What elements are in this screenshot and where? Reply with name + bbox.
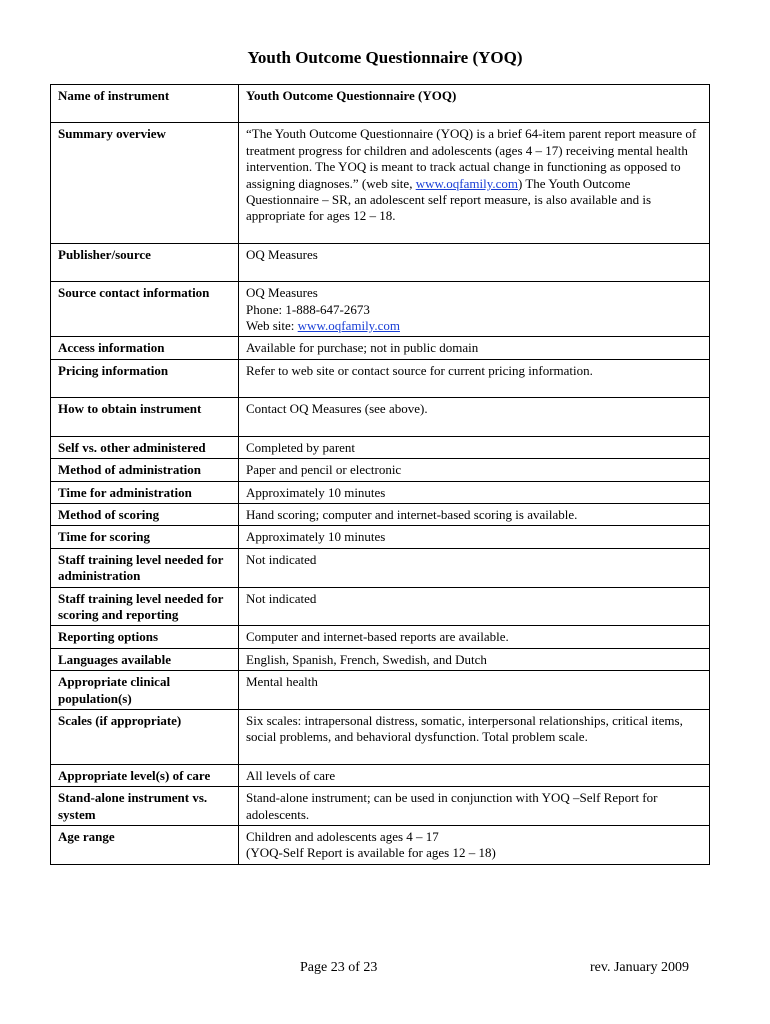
row-value: Paper and pencil or electronic: [239, 459, 710, 481]
table-row: [51, 436, 710, 458]
row-label: Stand-alone instrument vs. system: [51, 787, 239, 826]
row-value: Computer and internet-based reports are available.: [239, 626, 710, 648]
contact-phone: Phone: 1-888-647-2673: [246, 301, 370, 317]
contact-website: Web site: www.oqfamily.com: [246, 318, 400, 334]
age-range-text: Children and adolescents ages 4 – 17: [246, 829, 439, 844]
row-value: Refer to web site or contact source for current pricing information.: [239, 359, 710, 397]
row-label: How to obtain instrument: [51, 398, 239, 436]
table-row: [51, 337, 710, 359]
website-link[interactable]: www.oqfamily.com: [415, 175, 518, 191]
row-label: Method of scoring: [51, 503, 239, 525]
row-value: [239, 123, 710, 243]
row-label: Summary overview: [51, 123, 239, 243]
table-row: [51, 123, 710, 243]
row-value: Contact OQ Measures (see above).: [239, 398, 710, 436]
row-value: All levels of care: [239, 764, 710, 786]
row-value: [239, 826, 710, 865]
row-label: Appropriate clinical population(s): [51, 671, 239, 710]
row-label: Staff training level needed for scoring and reporting: [51, 587, 239, 626]
row-value: Hand scoring; computer and internet-based scoring is available.: [239, 503, 710, 525]
table-row: [51, 764, 710, 786]
table-row: [51, 282, 710, 337]
table-row: [51, 85, 710, 123]
table-row: [51, 626, 710, 648]
table-row: [51, 671, 710, 710]
table-row: [51, 481, 710, 503]
instrument-info-table: [50, 84, 710, 865]
row-value: Approximately 10 minutes: [239, 481, 710, 503]
table-row: [51, 548, 710, 587]
row-label: Staff training level needed for administration: [51, 548, 239, 587]
table-row: [51, 243, 710, 281]
row-value: Stand-alone instrument; can be used in conjunction with YOQ –Self Report for adolescents.: [239, 787, 710, 826]
table-row: [51, 709, 710, 764]
summary-text-start: “The Youth Outcome Questionnaire (YOQ) is a brief 64-item parent report measure of treatment progress for children and adolescents (ages 4 – 17) receiving mental health intervention. The YOQ is meant to track actual change in functioning as opposed to assigning diagnoses.” (web site,: [246, 126, 697, 191]
row-value: English, Spanish, French, Swedish, and Dutch: [239, 648, 710, 670]
row-label: Source contact information: [51, 282, 239, 337]
row-label: Reporting options: [51, 626, 239, 648]
row-label: Time for administration: [51, 481, 239, 503]
table-row: [51, 787, 710, 826]
row-label: Languages available: [51, 648, 239, 670]
website-link[interactable]: www.oqfamily.com: [297, 318, 400, 334]
table-row: [51, 587, 710, 626]
contact-name: OQ Measures: [246, 285, 318, 301]
age-range-note: (YOQ-Self Report is available for ages 12 – 18): [246, 845, 496, 861]
row-value: Mental health: [239, 671, 710, 710]
table-row: [51, 459, 710, 481]
row-label: Publisher/source: [51, 243, 239, 281]
document-title: Youth Outcome Questionnaire (YOQ): [247, 48, 523, 67]
revision-date: rev. January 2009: [590, 960, 690, 975]
row-value: Approximately 10 minutes: [239, 526, 710, 548]
row-value: [239, 282, 710, 337]
row-value: Youth Outcome Questionnaire (YOQ): [239, 85, 710, 123]
row-label: Appropriate level(s) of care: [51, 764, 239, 786]
table-row: [51, 648, 710, 670]
row-value: Not indicated: [239, 587, 710, 626]
table-row: [51, 826, 710, 865]
table-row: [51, 503, 710, 525]
page-number: Page 23 of 23: [300, 960, 378, 975]
row-value: Six scales: intrapersonal distress, somatic, interpersonal relationships, critical items, social problems, and behavioral dysfunction. Total problem scale.: [239, 709, 710, 764]
row-label: Access information: [51, 337, 239, 359]
row-label: Name of instrument: [51, 85, 239, 123]
table-row: [51, 526, 710, 548]
summary-text-end: ) The Youth Outcome Questionnaire – SR, an adolescent self report measure, is also available and is appropriate for ages 12 – 18.: [246, 175, 652, 224]
row-value: Not indicated: [239, 548, 710, 587]
table-row: [51, 398, 710, 436]
row-value: Completed by parent: [239, 436, 710, 458]
row-label: Method of administration: [51, 459, 239, 481]
row-label: Self vs. other administered: [51, 436, 239, 458]
row-label: Scales (if appropriate): [51, 709, 239, 764]
row-value: Available for purchase; not in public domain: [239, 337, 710, 359]
row-label: Age range: [51, 826, 239, 865]
row-label: Pricing information: [51, 359, 239, 397]
table-row: [51, 359, 710, 397]
row-label: Time for scoring: [51, 526, 239, 548]
row-value: OQ Measures: [239, 243, 710, 281]
